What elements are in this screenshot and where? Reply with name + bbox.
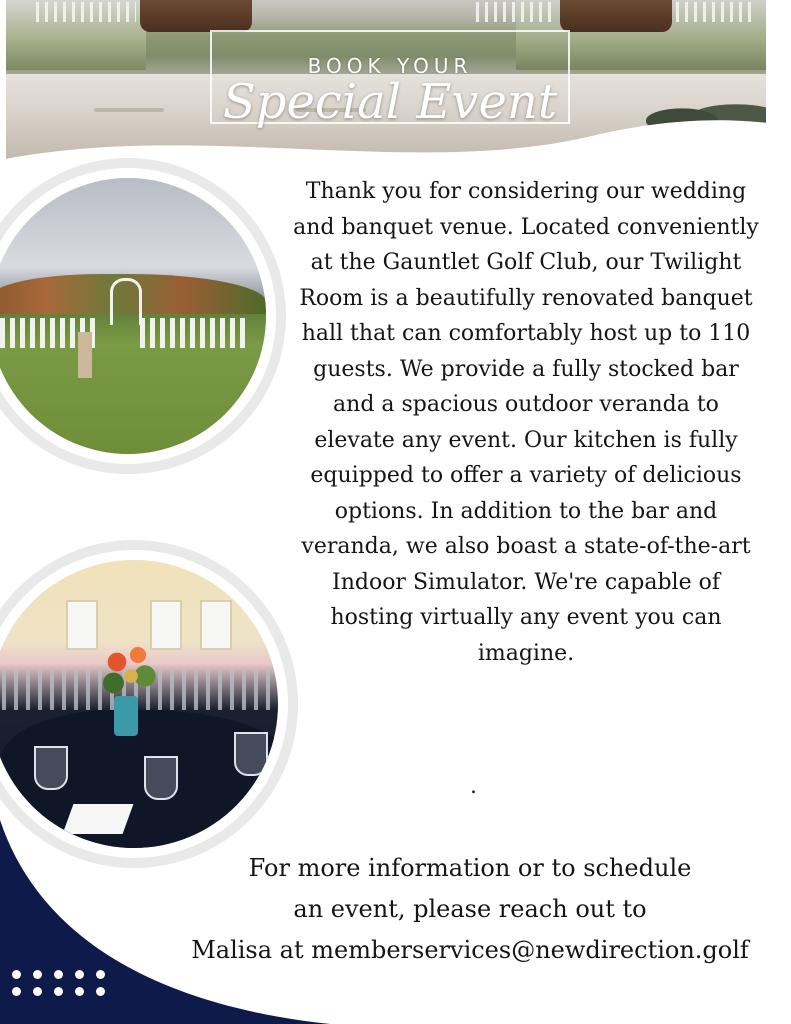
chair-row — [36, 2, 136, 22]
title-book-your: BOOK YOUR — [307, 54, 473, 78]
dot — [12, 987, 21, 996]
dot — [33, 970, 42, 979]
wine-glass — [234, 732, 268, 776]
banquet-hall-photo — [0, 550, 288, 858]
window — [200, 600, 232, 650]
window — [66, 600, 98, 650]
contact-line-2: an event, please reach out to — [293, 895, 647, 923]
period-mark: . — [470, 774, 477, 799]
dot — [54, 970, 63, 979]
vase — [114, 696, 138, 736]
venue-description: Thank you for considering our wedding and banquet venue. Located conveniently at the Gauntlet Golf Club, our Twilight Room is a beautifully renovated banquet hall that can comfortably host up to 110 guests. We provide a fully stocked bar and a spacious outdoor veranda to elevate any event. Our kitchen is fully equipped to offer a variety of delicious options. In addition to the bar and veranda, we also boast a state-of-the-art Indoor Simulator. We're capable of hosting virtually any event you can imagine. — [293, 179, 759, 666]
contact-line-1: For more information or to schedule — [248, 854, 692, 882]
dot — [12, 970, 21, 979]
flower-centerpiece — [96, 634, 166, 704]
chair-row — [676, 2, 756, 22]
barrel-planter — [560, 0, 672, 32]
wine-glass — [34, 746, 68, 790]
welcome-sign — [78, 332, 92, 378]
contact-line-3: Malisa at memberservices@newdirection.golf — [191, 936, 749, 964]
dot — [33, 987, 42, 996]
dot — [96, 987, 105, 996]
chair-row — [140, 318, 250, 348]
dot — [96, 970, 105, 979]
wedding-arch — [110, 278, 142, 325]
chair-row — [476, 2, 556, 22]
wine-glass — [144, 756, 178, 800]
dot — [54, 987, 63, 996]
dot — [75, 987, 84, 996]
contact-info — [150, 848, 790, 971]
napkin — [63, 804, 134, 834]
outdoor-ceremony-photo — [0, 168, 276, 464]
dot — [75, 970, 84, 979]
dots-decoration — [12, 970, 112, 1000]
title-special-event: Special Event — [222, 74, 558, 130]
barrel-planter — [140, 0, 252, 32]
